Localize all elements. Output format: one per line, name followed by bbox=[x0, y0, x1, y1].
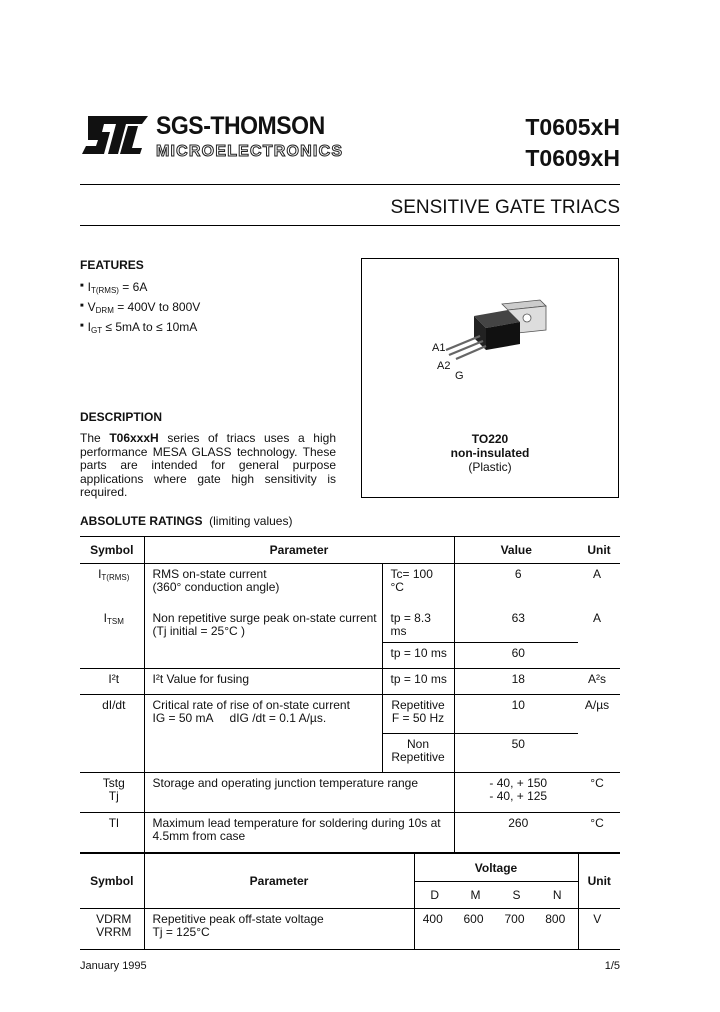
package-name: TO220 bbox=[471, 432, 509, 446]
unit-cell: A/µs bbox=[584, 698, 610, 712]
table-row bbox=[80, 669, 620, 695]
condition-cell: Repetitive F = 50 Hz bbox=[382, 695, 454, 734]
symbol-cell: Tl bbox=[80, 813, 144, 853]
value-cell: - 40, + 150 - 40, + 125 bbox=[489, 776, 548, 803]
to220-package-image bbox=[430, 296, 560, 386]
col-header-parameter: Parameter bbox=[144, 854, 414, 909]
features-list bbox=[80, 279, 200, 339]
unit-cell: A²s bbox=[588, 672, 606, 686]
condition-cell: Non Repetitive bbox=[382, 734, 454, 773]
table-row bbox=[80, 813, 620, 853]
footer-date: January 1995 bbox=[80, 960, 147, 972]
condition-cell: tp = 8.3 ms bbox=[382, 608, 454, 643]
value-cell: 700 bbox=[504, 912, 525, 926]
title-divider bbox=[80, 225, 620, 226]
package-insulation: non-insulated bbox=[450, 446, 530, 460]
value-cell: 18 bbox=[511, 672, 525, 686]
value-cell: 260 bbox=[508, 816, 529, 830]
col-header-value: Value bbox=[500, 543, 532, 557]
brand-name: SGS-THOMSON bbox=[156, 112, 325, 140]
parameter-cell: Maximum lead temperature for soldering during 10s at 4.5mm from case bbox=[144, 813, 454, 853]
grade-n: N bbox=[537, 882, 578, 909]
page-title: SENSITIVE GATE TRIACS bbox=[390, 197, 620, 218]
parameter-cell: Storage and operating junction temperature range bbox=[144, 773, 454, 813]
col-header-voltage: Voltage bbox=[414, 854, 578, 882]
table-row bbox=[80, 608, 620, 643]
part-number-2: T0609xH bbox=[525, 145, 620, 171]
symbol-cell: I²t bbox=[80, 669, 144, 695]
part-number-1: T0605xH bbox=[525, 114, 620, 140]
features-heading: FEATURES bbox=[80, 258, 144, 272]
feature-item: ■ $V_{DRM} = 400V$ to 800V bbox=[80, 299, 200, 319]
voltage-table bbox=[80, 853, 620, 950]
parameter-cell: Repetitive peak off-state voltage Tj = 125°C bbox=[144, 909, 414, 950]
value-cell: 63 bbox=[454, 608, 578, 643]
value-cell: 800 bbox=[537, 909, 578, 950]
pin-label-g: G bbox=[455, 370, 464, 382]
condition-cell: tp = 10 ms bbox=[382, 669, 454, 695]
st-logo bbox=[80, 114, 150, 156]
table-row bbox=[80, 695, 620, 734]
col-header-unit: Unit bbox=[587, 543, 611, 557]
value-cell: 10 bbox=[454, 695, 578, 734]
condition-cell: Tc= 100 °C bbox=[382, 564, 454, 609]
parameter-cell: RMS on-state current (360° conduction angle) bbox=[144, 564, 382, 609]
brand-subtitle: MICROELECTRONICS bbox=[156, 143, 344, 160]
table-row bbox=[80, 909, 620, 950]
grade-d: D bbox=[414, 882, 455, 909]
header-divider bbox=[80, 184, 620, 185]
table-row bbox=[80, 564, 620, 609]
value-cell: 50 bbox=[511, 737, 525, 751]
table-row bbox=[80, 773, 620, 813]
symbol-cell: $I_{TSM}$ bbox=[80, 608, 144, 669]
condition-cell: tp = 10 ms bbox=[382, 643, 454, 669]
feature-item: ■ $I_{GT} \le 5mA$ to ≤ 10mA bbox=[80, 319, 200, 339]
parameter-cell: Non repetitive surge peak on-state current (Tj initial = 25°C ) bbox=[144, 608, 382, 669]
value-cell: 400 bbox=[422, 912, 443, 926]
grade-s: S bbox=[496, 882, 537, 909]
unit-cell: °C bbox=[590, 776, 604, 790]
absolute-ratings-table bbox=[80, 536, 620, 853]
symbol-cell: VDRM VRRM bbox=[80, 909, 144, 950]
unit-cell: V bbox=[593, 912, 602, 926]
description-text: The T06xxxH series of triacs uses a high performance MESA GLASS technology. These parts are intended for general purpose applications where gate high sensitivity is required. bbox=[80, 431, 336, 499]
unit-cell: A bbox=[592, 567, 601, 581]
symbol-cell: dI/dt bbox=[80, 695, 144, 773]
col-header-symbol: Symbol bbox=[80, 854, 144, 909]
package-material: (Plastic) bbox=[468, 460, 512, 474]
value-cell: 6 bbox=[514, 567, 522, 581]
grade-m: M bbox=[455, 882, 496, 909]
parameter-cell: Critical rate of rise of on-state current IG = 50 mA dIG /dt = 0.1 A/µs. bbox=[144, 695, 382, 773]
col-header-unit: Unit bbox=[578, 854, 620, 909]
pin-label-a2: A2 bbox=[437, 360, 451, 372]
col-header-parameter: Parameter bbox=[144, 537, 454, 564]
description-heading: DESCRIPTION bbox=[80, 410, 163, 424]
unit-cell: °C bbox=[590, 816, 604, 830]
value-cell: 60 bbox=[511, 646, 525, 660]
abs-ratings-heading: ABSOLUTE RATINGS (limiting values) bbox=[80, 514, 293, 528]
unit-cell: A bbox=[592, 611, 601, 625]
package-caption bbox=[361, 432, 619, 474]
symbol-cell: $I_{T(RMS)}$ bbox=[80, 564, 144, 609]
parameter-cell: I²t Value for fusing bbox=[144, 669, 382, 695]
feature-item: ■ $I_{T(RMS)} = 6A$ bbox=[80, 279, 200, 299]
col-header-symbol: Symbol bbox=[80, 537, 144, 564]
pin-label-a1: A1 bbox=[432, 342, 446, 354]
symbol-cell: Tstg Tj bbox=[80, 773, 144, 813]
value-cell: 600 bbox=[463, 912, 484, 926]
page-number: 1/5 bbox=[604, 960, 620, 972]
